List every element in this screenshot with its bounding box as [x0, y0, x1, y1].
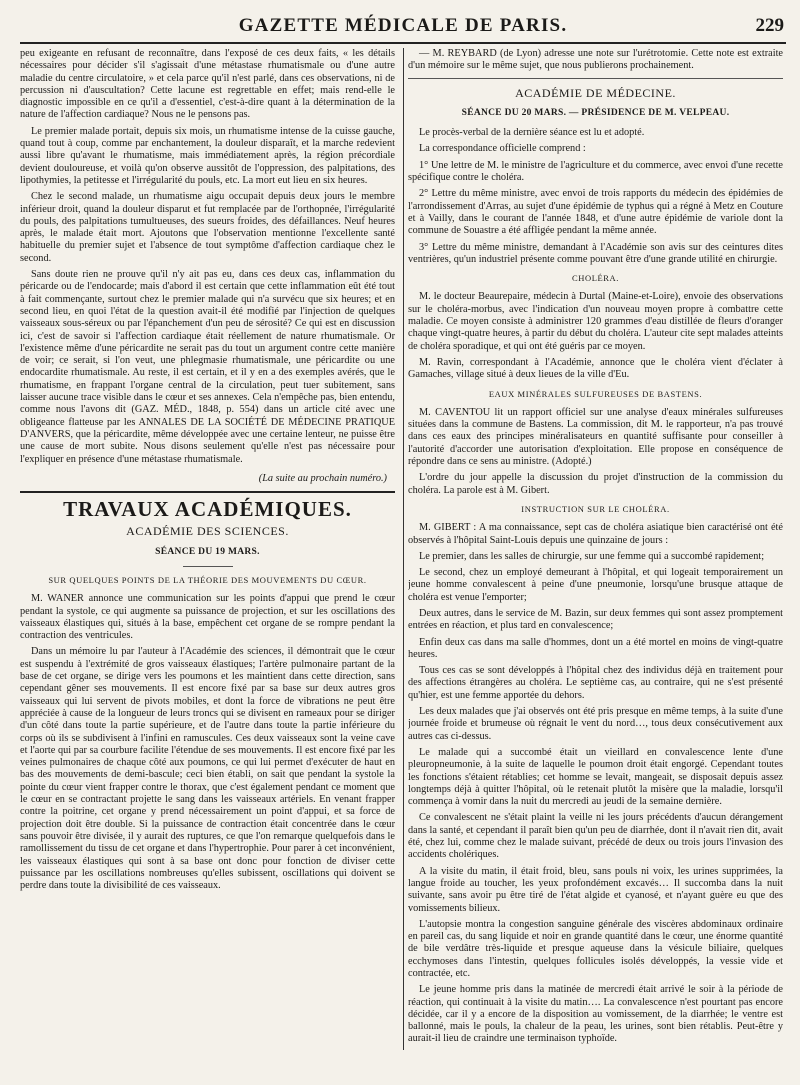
- right-paragraph: M. CAVENTOU lit un rapport officiel sur une analyse d'eaux minérales sulfureuses situées dans la commune de Bastens. La commission, dit M. le rapporteur, n'a pas trouvé dans ces eaux des principes minéralisateurs en quantité suffisante pour conseiller à l'autorité d'accorder une autorisation d'exploitation. Elle propose en conséquence de répondre dans ce sens au ministre. (Adopté.): [408, 406, 783, 468]
- page-number: 229: [755, 15, 784, 36]
- left-column: [20, 48, 395, 1050]
- right-paragraph: M. le docteur Beaurepaire, médecin à Durtal (Maine-et-Loire), envoie des observations sur le choléra-morbus, avec l'indication d'un nouveau moyen propre à combattre cette maladie. Ce moyen consiste à administrer 120 grammes d'eau distillée de fleurs d'oranger chaque vingt-quatre heures, à partir du début du choléra. L'auteur cite sept malades atteints de choléra sporadique, et qui ont été guéris par ce moyen.: [408, 291, 783, 352]
- right-paragraph: 3° Lettre du même ministre, demandant à l'Académie son avis sur des ceintures dites ventrières, qu'un industriel présente comme pouvant être d'une grande utilité en chirurgie.: [408, 241, 783, 265]
- academy-heading: ACADÉMIE DES SCIENCES.: [126, 524, 289, 539]
- section-title: TRAVAUX ACADÉMIQUES.: [63, 497, 352, 522]
- topic-heading: SUR QUELQUES POINTS DE LA THÉORIE DES MOUVEMENTS DU CŒUR.: [48, 574, 367, 585]
- right-paragraph: Le second, chez un employé demeurant à l'hôpital, et qui logeait temporairement un jeune homme convalescent à peine d'une pneumonie, lorsqu'une brusque attaque de choléra est venue l'emporter;: [408, 567, 783, 603]
- subsection-heading: EAUX MINÉRALES SULFUREUSES DE BASTENS.: [488, 388, 703, 399]
- section-rule: [20, 491, 395, 493]
- right-paragraph: Deux autres, dans le service de M. Bazin, sur deux femmes qui sont assez promptement entrées en réaction, et plus tard en convalescence;: [408, 607, 783, 632]
- seance-heading: SÉANCE DU 20 MARS. — PRÉSIDENCE DE M. VELPEAU.: [461, 107, 730, 118]
- right-paragraph: Ce convalescent ne s'était plaint la veille ni les jours précédents d'aucun dérangement dans la santé, et cependant il paraît bien qu'un peu de diarrhée, dont il n'avait rien dit, avait été, chez lui, comme chez le malade suivant, précédé de deux ou trois jours l'invasion des accidents cholériques.: [408, 812, 783, 861]
- right-paragraph: Enfin deux cas dans ma salle d'hommes, dont un a été mortel en moins de vingt-quatre heures.: [408, 636, 783, 660]
- section-rule: [408, 78, 783, 79]
- right-paragraph: Le procès-verbal de la dernière séance est lu et adopté.: [419, 127, 645, 139]
- running-header: [20, 12, 786, 44]
- continuation-note: (La suite au prochain numéro.): [258, 472, 387, 484]
- right-paragraph: Le malade qui a succombé était un vieillard en convalescence lente d'une pleuropneumonie, à la suite de laquelle le poumon droit était engorgé. Cependant toutes les fonctions s'étaient rétablies; cet homme se levait, mangeait, se disposait depuis assez longtemps déjà à quitter l'hôpital, où le retenait plutôt la misère que la maladie, lorsqu'il commença à vomir dans la nuit du mercredi au jeudi de la semaine dernière.: [408, 746, 783, 808]
- right-paragraph: Les deux malades que j'ai observés ont été pris presque en même temps, à la suite d'une journée froide et brumeuse où régnait le vent du nord…, tous deux consécutivement aux autres cas ci-dessus.: [408, 706, 783, 742]
- right-paragraph: M. GIBERT : A ma connaissance, sept cas de choléra asiatique bien caractérisé ont été observés à l'hôpital Saint-Louis depuis une quinzaine de jours :: [408, 522, 783, 546]
- subsection-heading: INSTRUCTION SUR LE CHOLÉRA.: [521, 503, 670, 514]
- right-paragraph: Le premier, dans les salles de chirurgie, sur une femme qui a succombé rapidement;: [419, 550, 765, 562]
- right-paragraph: La correspondance officielle comprend :: [419, 143, 586, 155]
- right-paragraph: M. Ravin, correspondant à l'Académie, annonce que le choléra vient d'éclater à Gamaches, village situé à deux lieues de la ville d'Eu.: [408, 356, 783, 381]
- right-paragraph: 1° Une lettre de M. le ministre de l'agriculture et du commerce, avec envoi d'une recette spécifique contre le choléra.: [408, 159, 783, 184]
- left-paragraph: M. WANER annonce une communication sur les points d'appui que prend le cœur pendant la systole, ce qui augmente sa puissance de projection, et sur les oscillations des vaisseaux élastiques qui, situés à la base, empêchent cet organe de se rompre pendant la contraction des ventricules.: [20, 593, 395, 642]
- left-paragraph: Dans un mémoire lu par l'auteur à l'Académie des sciences, il démontrait que le cœur est suspendu à l'extrémité de gros vaisseaux élastiques; l'artère pulmonaire partant de la base de cet organe, se dirige vers les poumons et les maintient dans cette direction, sans cependant gêner ses mouvements. Il est encore fixé par sa base sur deux autres gros vaisseaux qui lui servent de pivots mobiles, et dont la force de vibrations ne peut être appréciée à cause de la longueur de leurs troncs qui se divisent en rameaux pour se diriger d'un côté dans toute la partie supérieure, et de l'autre dans toute la partie inférieure du corps où ils se subdivisent à l'infini en ramuscules. Ces deux vaisseaux sont la veine cave et l'aorte qui par sa courbure facilite l'étendue de ses mouvements. Il est encore fixé par les veines pulmonaires de chaque côté aux poumons, ce qui lui permet d'exécuter de haut en bas des mouvements de demi-bascule; ceci bien établi, on sait que pendant la systole la pointe du cœur vient frapper contre le thorax, que c'est également pendant ce moment que le cœur en se contractant projette le sang dans les vaisseaux artériels. En venant frapper contre la poitrine, cet organe y prend nécessairement un point d'appui, et sa force de projection doit être double. Si la puissance de contraction était concentrée dans le cœur sans pouvoir être divisée, il y aurait des ruptures, ce que l'on remarque quelquefois dans le ramollissement du tissu de cet organe et dans l'hypertrophie. Pour parer à cet inconvénient, les vaisseaux élastiques qui sont à sa base ont donc pour fonction de diviser cette puissance par les oscillations nombreuses qu'elles subissent, oscillations qui doivent se perdre dans toute la divisibilité de ces vaisseaux.: [20, 646, 395, 892]
- right-paragraph: Tous ces cas se sont développés à l'hôpital chez des individus déjà en traitement pour des affections étrangères au choléra. Le septième cas, au contraire, qui ne s'est présenté qu'hier, est une femme apportée du dehors.: [408, 665, 783, 701]
- journal-title: GAZETTE MÉDICALE DE PARIS.: [238, 15, 568, 36]
- left-paragraph: Chez le second malade, un rhumatisme aigu occupait depuis deux jours le membre inférieur droit, quand la douleur disparut et fut remplacée par de l'orthopnée, l'irrégularité du pouls, des palpitations tumultueuses, des sueurs froides, des défaillances. Neuf heures après, le malade était mort. Ajoutons que l'observation mentionne l'excellente santé habituelle du premier sujet et l'absence de tout symptôme d'affection cardiaque chez le second.: [20, 191, 395, 264]
- right-paragraph: L'ordre du jour appelle la discussion du projet d'instruction de la commission du choléra. La parole est à M. Gibert.: [408, 472, 783, 496]
- right-paragraph: 2° Lettre du même ministre, avec envoi de trois rapports du médecin des épidémies de l'arrondissement d'Arras, au sujet d'une épidémie de typhus qui a régné à Metz en Couture et à Vailly, dans le courant de l'année 1848, et d'une autre épidémie de variole dont la commune de Souastre a été affligée pendant la même année.: [408, 188, 783, 237]
- right-paragraph: Le jeune homme pris dans la matinée de mercredi était arrivé le soir à la période de réaction, qui continuait à la visite du matin…. La convalescence n'est pourtant pas encore décidée, car il y a encore de la disposition au vomissement, de la diarrhée; le ventre est ballonné, mais le pouls, la chaleur de la peau, les urines, sont bien rétablis. Peut-être y aurait-il lieu de craindre une terminaison typhoïde.: [408, 984, 783, 1045]
- right-paragraph: A la visite du matin, il était froid, bleu, sans pouls ni voix, les urines supprimées, la langue froide au toucher, les yeux profondément excavés… Il succomba dans la nuit suivante, sans avoir pu être tiré de l'état algide et cyanosé, et n'ayant guère eu que des vomissements bilieux.: [408, 865, 783, 914]
- seance-heading: SÉANCE DU 19 MARS.: [155, 546, 260, 557]
- two-column-body: [20, 48, 786, 1050]
- left-paragraph: Sans doute rien ne prouve qu'il n'y ait pas eu, dans ces deux cas, inflammation du péricarde ou de l'endocarde; mais d'abord il est certain que cette inflammation eût été tout à fait commençante, surtout chez le premier malade qui n'a survécu que six heures; et en second lieu, en quoi l'état de la question avait-il été modifié par l'injection de quelques vaisseaux sous-séreux ou par l'épanchement d'un peu de sérosité? Ce qui est en discussion ici, c'est de savoir si l'affection cardiaque était réellement de nature rhumatismale. Or l'existence même d'une péricardite ne serait pas du tout un argument contre cette manière de voir; ce serait, si l'on veut, une phlegmasie rhumatismale, une péricardite ou une endocardite rhumatismale. Au reste, il est certain, et il y en a des exemples avérés, que le rhumatisme, en frappant l'organe central de la circulation, peut tuer subitement, sans laisser aucune trace visible dans le cœur et ses annexes. Cela n'empêche pas, bien entendu, comme nous l'avons dit (GAZ. MÉD., 1848, p. 554) dans un article cité avec une obligeance flatteuse par les ANNALES DE LA SOCIÉTÉ DE MÉDECINE PRATIQUE D'ANVERS, que la péricardite, même développée avec une certaine lenteur, ne puisse être une cause de mort subite. Nous disons seulement qu'elle n'est pas nécessaire pour l'expliquer en présence d'une métastase rhumatismale.: [20, 269, 395, 465]
- subsection-heading: CHOLÉRA.: [571, 273, 620, 284]
- short-rule: [183, 566, 233, 567]
- left-paragraph: Le premier malade portait, depuis six mois, un rhumatisme intense de la cuisse gauche, quand tout à coup, comme par enchantement, la douleur disparaît, et la marche redevient aussi libre qu'avant le rhumatisme, mais immédiatement après, la région précordiale devient douloureuse, et voilà qu'on observe aussitôt de l'oppression, des palpitations, des lipothymies, la petitesse et l'irrégularité du pouls, etc. La mort eut lieu en six heures.: [20, 125, 395, 186]
- academy-heading: ACADÉMIE DE MÉDECINE.: [515, 85, 676, 100]
- left-paragraph: peu exigeante en refusant de reconnaître, dans l'exposé de ces deux faits, « les détails nécessaires pour décider s'il s'agissait d'une métastase rhumatismale ou d'une autre maladie du centre circulatoire, » et cela parce qu'il n'est parlé, dans ces observations, ni de percussion ni d'auscultation? Cette lacune est regrettable en effet; mais rend-elle le diagnostic impossible en ce qu'il a d'essentiel, c'est-à-dire quant à la détermination de la nature de l'affection cardiaque? Nous ne le pensons pas.: [20, 48, 395, 121]
- right-column: [408, 48, 783, 1050]
- column-divider: [403, 48, 404, 1050]
- right-paragraph: — M. REYBARD (de Lyon) adresse une note sur l'urétrotomie. Cette note est extraite d'un mémoire sur le même sujet, que nous publierons prochainement.: [408, 48, 783, 72]
- right-paragraph: L'autopsie montra la congestion sanguine générale des viscères abdominaux ordinaire en pareil cas, du sang liquide et noir en grande quantité dans le cœur, une énorme quantité de bile verdâtre très-liquide et presque aqueuse dans la vésicule biliaire, quelques ecchymoses dans l'intestin, quelques follicules isolés développés, la vessie vide et contractée, etc.: [408, 918, 783, 979]
